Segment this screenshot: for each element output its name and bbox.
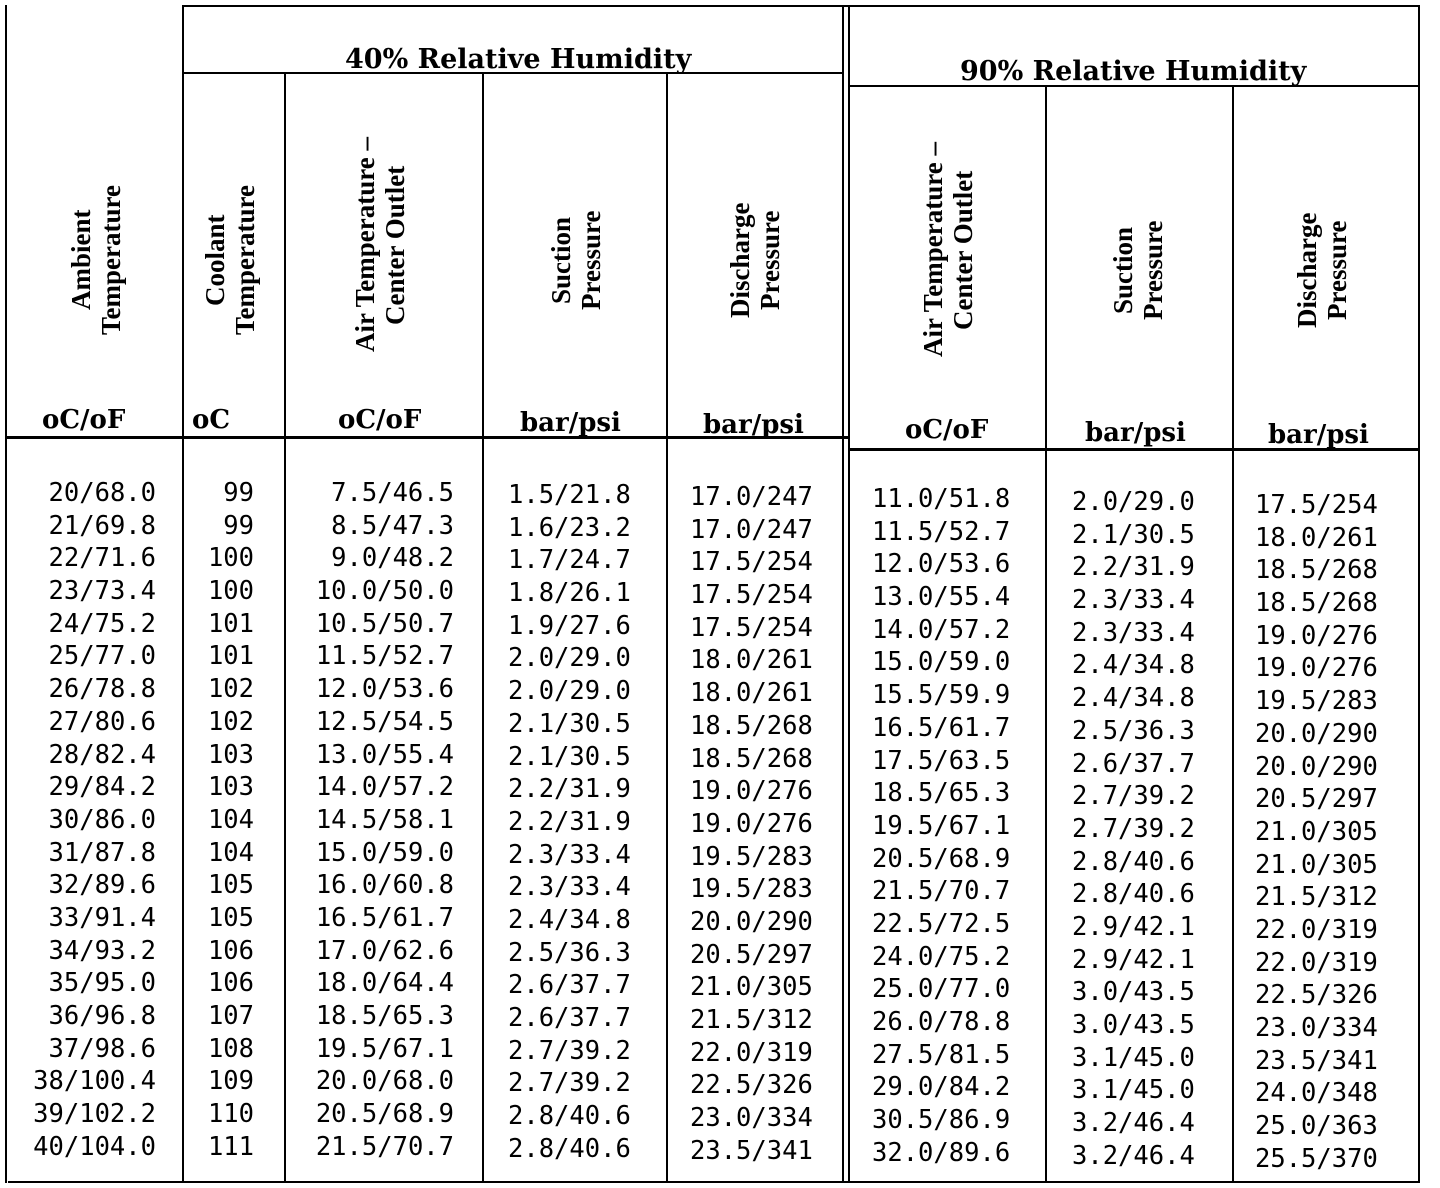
table-cell: 19.5/283 — [690, 841, 813, 872]
table-cell: 101 — [207, 641, 254, 672]
table-cell: 2.9/42.1 — [1072, 911, 1195, 942]
table-cell: 1.6/23.2 — [508, 512, 631, 543]
table-cell: 3.0/43.5 — [1072, 977, 1195, 1008]
table-cell: 22/71.6 — [48, 543, 156, 574]
table-cell: 2.6/37.7 — [1072, 748, 1195, 779]
table-cell: 20.0/290 — [690, 906, 813, 937]
table-cell: 12.0/53.6 — [872, 549, 1011, 580]
table-cell: 2.3/33.4 — [508, 872, 631, 903]
table-cell: 17.0/247 — [690, 482, 813, 512]
table-cell: 26.0/78.8 — [872, 1007, 1011, 1037]
table-cell: 20.0/290 — [1255, 751, 1378, 782]
table-cell: 2.1/30.5 — [508, 708, 631, 739]
table-cell: 35/95.0 — [48, 968, 156, 999]
table-cell: 1.8/26.1 — [508, 578, 631, 609]
table-cell: 18.0/261 — [1255, 522, 1378, 553]
table-cell: 3.1/45.0 — [1072, 1042, 1195, 1073]
col-sep-suction90 — [1232, 86, 1234, 1181]
table-cell: 2.2/31.9 — [508, 774, 631, 805]
table-cell: 100 — [207, 576, 254, 607]
table-cell: 18.5/268 — [1255, 588, 1378, 619]
table-cell: 16.5/61.7 — [872, 712, 1011, 743]
table-cell: 18.5/268 — [1255, 555, 1378, 586]
table-cell: 12.5/54.5 — [315, 706, 454, 737]
table-cell: 20.5/68.9 — [872, 843, 1011, 874]
table-cell: 2.7/39.2 — [508, 1035, 631, 1066]
column-discharge90 — [1255, 489, 1378, 1175]
table-cell: 18.0/261 — [690, 645, 813, 676]
left-border — [5, 5, 7, 1183]
table-cell: 14.0/57.2 — [315, 772, 454, 803]
table-cell: 8.5/47.3 — [331, 510, 454, 541]
table-cell: 30.5/86.9 — [872, 1105, 1011, 1136]
table-cell: 11.5/52.7 — [315, 641, 454, 672]
table-cell: 2.8/40.6 — [1072, 879, 1195, 910]
table-cell: 23.5/341 — [1255, 1045, 1378, 1076]
table-cell: 27/80.6 — [48, 706, 156, 737]
table-cell: 2.4/34.8 — [1072, 683, 1195, 714]
table-cell: 104 — [207, 804, 254, 835]
unit-coolant: oC — [192, 405, 231, 435]
table-cell: 102 — [207, 706, 254, 737]
header-discharge-pressure-90: Discharge Pressure — [1292, 212, 1352, 328]
table-cell: 25/77.0 — [48, 641, 156, 672]
table-cell: 7.5/46.5 — [331, 478, 454, 508]
table-cell: 3.2/46.4 — [1072, 1108, 1195, 1139]
table-cell: 23.0/334 — [690, 1103, 813, 1134]
table-cell: 22.5/326 — [1255, 980, 1378, 1011]
table-cell: 19.5/67.1 — [872, 810, 1011, 841]
table-cell: 100 — [207, 543, 254, 574]
table-cell: 23/73.4 — [48, 576, 156, 607]
table-cell: 20.0/68.0 — [315, 1066, 454, 1097]
column-coolant — [208, 477, 254, 1163]
table-cell: 29/84.2 — [48, 772, 156, 803]
header-ambient-temperature: Ambient Temperature — [66, 185, 126, 335]
table-cell: 3.2/46.4 — [1072, 1140, 1195, 1171]
table-cell: 2.7/39.2 — [508, 1068, 631, 1099]
table-cell: 23.0/334 — [1255, 1013, 1378, 1043]
table-cell: 19.5/67.1 — [315, 1033, 454, 1064]
table-cell: 101 — [207, 608, 254, 639]
unit-suction90: bar/psi — [1085, 418, 1186, 448]
table-cell: 110 — [207, 1099, 254, 1130]
table-cell: 19.0/276 — [690, 776, 813, 807]
table-cell: 14.5/58.1 — [315, 804, 454, 835]
table-cell: 18.5/65.3 — [315, 1001, 454, 1031]
table-cell: 25.0/77.0 — [872, 974, 1011, 1005]
table-cell: 103 — [207, 772, 254, 803]
table-cell: 106 — [207, 968, 254, 999]
table-cell: 111 — [207, 1131, 254, 1162]
table-cell: 2.0/29.0 — [508, 676, 631, 707]
table-cell: 17.5/254 — [690, 547, 813, 578]
table-cell: 2.4/34.8 — [1072, 650, 1195, 681]
table-cell: 2.0/29.0 — [1072, 487, 1195, 517]
col-sep-ambient — [182, 5, 184, 1181]
table-cell: 33/91.4 — [48, 902, 156, 933]
table-cell: 2.6/37.7 — [508, 1003, 631, 1033]
table-cell: 10.0/50.0 — [315, 576, 454, 607]
table-cell: 28/82.4 — [48, 739, 156, 770]
table-cell: 2.2/31.9 — [508, 806, 631, 837]
table-cell: 3.1/45.0 — [1072, 1075, 1195, 1106]
table-cell: 21/69.8 — [48, 510, 156, 541]
table-cell: 9.0/48.2 — [331, 543, 454, 574]
table-cell: 20.0/290 — [1255, 718, 1378, 749]
table-cell: 24/75.2 — [48, 608, 156, 639]
table-cell: 2.1/30.5 — [1072, 519, 1195, 550]
table-cell: 105 — [207, 870, 254, 901]
table-cell: 18.5/65.3 — [872, 778, 1011, 809]
table-cell: 21.5/312 — [690, 1005, 813, 1035]
column-air90 — [872, 483, 1010, 1169]
table-cell: 2.3/33.4 — [508, 839, 631, 870]
table-cell: 32/89.6 — [48, 870, 156, 901]
table-cell: 18.0/64.4 — [315, 968, 454, 999]
table-cell: 11.5/52.7 — [872, 516, 1011, 547]
table-cell: 2.9/42.1 — [1072, 944, 1195, 975]
table-cell: 25.0/363 — [1255, 1111, 1378, 1142]
table-cell: 2.8/40.6 — [508, 1101, 631, 1132]
table-cell: 13.0/55.4 — [872, 582, 1011, 613]
table-cell: 2.0/29.0 — [508, 643, 631, 674]
unit-air90: oC/oF — [905, 415, 989, 445]
table-cell: 32.0/89.6 — [872, 1137, 1011, 1168]
table-cell: 10.5/50.7 — [315, 608, 454, 639]
table-cell: 1.7/24.7 — [508, 545, 631, 576]
table-cell: 31/87.8 — [48, 837, 156, 868]
top-border — [183, 5, 1420, 7]
table-cell: 25.5/370 — [1255, 1143, 1378, 1174]
table-cell: 2.5/36.3 — [508, 937, 631, 968]
table-cell: 102 — [207, 674, 254, 705]
table-cell: 34/93.2 — [48, 935, 156, 966]
table-cell: 19.5/283 — [690, 874, 813, 905]
table-cell: 22.5/326 — [690, 1070, 813, 1101]
column-discharge40 — [690, 481, 813, 1167]
unit-discharge90: bar/psi — [1268, 420, 1369, 450]
table-cell: 108 — [207, 1033, 254, 1064]
header-coolant-temperature: Coolant Temperature — [200, 185, 260, 335]
unit-discharge40: bar/psi — [703, 410, 804, 440]
table-cell: 2.7/39.2 — [1072, 781, 1195, 812]
table-cell: 27.5/81.5 — [872, 1039, 1011, 1070]
table-cell: 17.5/254 — [1255, 490, 1378, 520]
header-suction-pressure-90: Suction Pressure — [1108, 220, 1168, 320]
table-cell: 21.0/305 — [690, 972, 813, 1003]
table-cell: 20.5/297 — [1255, 784, 1378, 815]
header-suction-pressure-40: Suction Pressure — [546, 210, 606, 310]
table-cell: 3.0/43.5 — [1072, 1010, 1195, 1040]
col-sep-coolant — [284, 73, 286, 1181]
table-cell: 19.0/276 — [690, 808, 813, 839]
table-cell: 18.0/261 — [690, 678, 813, 709]
table-cell: 21.5/70.7 — [315, 1131, 454, 1162]
table-cell: 26/78.8 — [48, 674, 156, 705]
table-cell: 2.8/40.6 — [1072, 846, 1195, 877]
table-cell: 2.6/37.7 — [508, 970, 631, 1001]
table-cell: 40/104.0 — [33, 1131, 156, 1162]
table-cell: 105 — [207, 902, 254, 933]
table-cell: 22.0/319 — [690, 1037, 813, 1068]
table-cell: 17.5/254 — [690, 580, 813, 611]
table-cell: 2.8/40.6 — [508, 1133, 631, 1164]
table-cell: 1.9/27.6 — [508, 610, 631, 641]
table-cell: 36/96.8 — [48, 1001, 156, 1031]
table-cell: 2.5/36.3 — [1072, 715, 1195, 746]
unit-ambient: oC/oF — [42, 405, 126, 435]
table-cell: 16.0/60.8 — [315, 870, 454, 901]
table-cell: 21.5/70.7 — [872, 876, 1011, 907]
table-cell: 19.0/276 — [1255, 620, 1378, 651]
table-cell: 1.5/21.8 — [508, 480, 631, 510]
table-cell: 17.5/63.5 — [872, 745, 1011, 776]
column-air40 — [316, 477, 454, 1163]
table-cell: 2.2/31.9 — [1072, 552, 1195, 583]
table-cell: 2.3/33.4 — [1072, 585, 1195, 616]
table-cell: 16.5/61.7 — [315, 902, 454, 933]
table-cell: 2.1/30.5 — [508, 741, 631, 772]
table-cell: 99 — [223, 478, 254, 508]
table-cell: 22.0/319 — [1255, 914, 1378, 945]
table-cell: 13.0/55.4 — [315, 739, 454, 770]
table-cell: 21.0/305 — [1255, 849, 1378, 880]
table-cell: 2.7/39.2 — [1072, 813, 1195, 844]
table-cell: 24.0/348 — [1255, 1078, 1378, 1109]
unit-air40: oC/oF — [338, 405, 422, 435]
table-cell: 104 — [207, 837, 254, 868]
table-cell: 15.0/59.0 — [872, 647, 1011, 678]
table-cell: 22.0/319 — [1255, 947, 1378, 978]
column-suction90 — [1072, 486, 1195, 1172]
table-cell: 21.5/312 — [1255, 882, 1378, 913]
table-cell: 17.0/247 — [690, 514, 813, 545]
table-cell: 103 — [207, 739, 254, 770]
table-cell: 106 — [207, 935, 254, 966]
column-suction40 — [508, 479, 631, 1165]
table-cell: 21.0/305 — [1255, 816, 1378, 847]
group-title-90-rh: 90% Relative Humidity — [960, 56, 1307, 87]
table-cell: 37/98.6 — [48, 1033, 156, 1064]
bottom-border — [8, 1181, 1420, 1183]
table-cell: 18.5/268 — [690, 743, 813, 774]
header-discharge-pressure-40: Discharge Pressure — [725, 202, 785, 318]
table-cell: 15.5/59.9 — [872, 680, 1011, 711]
col-sep-air40 — [482, 73, 484, 1181]
right-border — [1418, 5, 1420, 1183]
group-double-line-b — [848, 5, 850, 1181]
table-cell: 2.4/34.8 — [508, 904, 631, 935]
table-cell: 23.5/341 — [690, 1135, 813, 1166]
column-ambient — [33, 477, 156, 1163]
col-sep-air90 — [1045, 86, 1047, 1181]
table-cell: 19.5/283 — [1255, 686, 1378, 717]
table-cell: 17.0/62.6 — [315, 935, 454, 966]
table-cell: 20.5/297 — [690, 939, 813, 970]
col-sep-suction40 — [666, 73, 668, 1181]
group-title-40-rh: 40% Relative Humidity — [345, 44, 692, 75]
unit-suction40: bar/psi — [520, 408, 621, 438]
table-cell: 2.3/33.4 — [1072, 617, 1195, 648]
header-air-temp-center-outlet-40: Air Temperature – Center Outlet — [350, 137, 410, 353]
table-cell: 14.0/57.2 — [872, 614, 1011, 645]
table-cell: 18.5/268 — [690, 710, 813, 741]
table-cell: 109 — [207, 1066, 254, 1097]
table-cell: 24.0/75.2 — [872, 941, 1011, 972]
table-cell: 99 — [223, 510, 254, 541]
group-double-line-a — [842, 5, 844, 1181]
table-cell: 19.0/276 — [1255, 653, 1378, 684]
table-cell: 30/86.0 — [48, 804, 156, 835]
table-cell: 39/102.2 — [33, 1099, 156, 1130]
table-cell: 12.0/53.6 — [315, 674, 454, 705]
table-cell: 22.5/72.5 — [872, 908, 1011, 939]
table-cell: 11.0/51.8 — [872, 484, 1011, 514]
table-cell: 107 — [207, 1001, 254, 1031]
table-cell: 17.5/254 — [690, 612, 813, 643]
table-cell: 20.5/68.9 — [315, 1099, 454, 1130]
header-air-temp-center-outlet-90: Air Temperature – Center Outlet — [918, 142, 978, 358]
table-cell: 38/100.4 — [33, 1066, 156, 1097]
table-cell: 29.0/84.2 — [872, 1072, 1011, 1103]
table-cell: 20/68.0 — [48, 478, 156, 508]
table-cell: 15.0/59.0 — [315, 837, 454, 868]
